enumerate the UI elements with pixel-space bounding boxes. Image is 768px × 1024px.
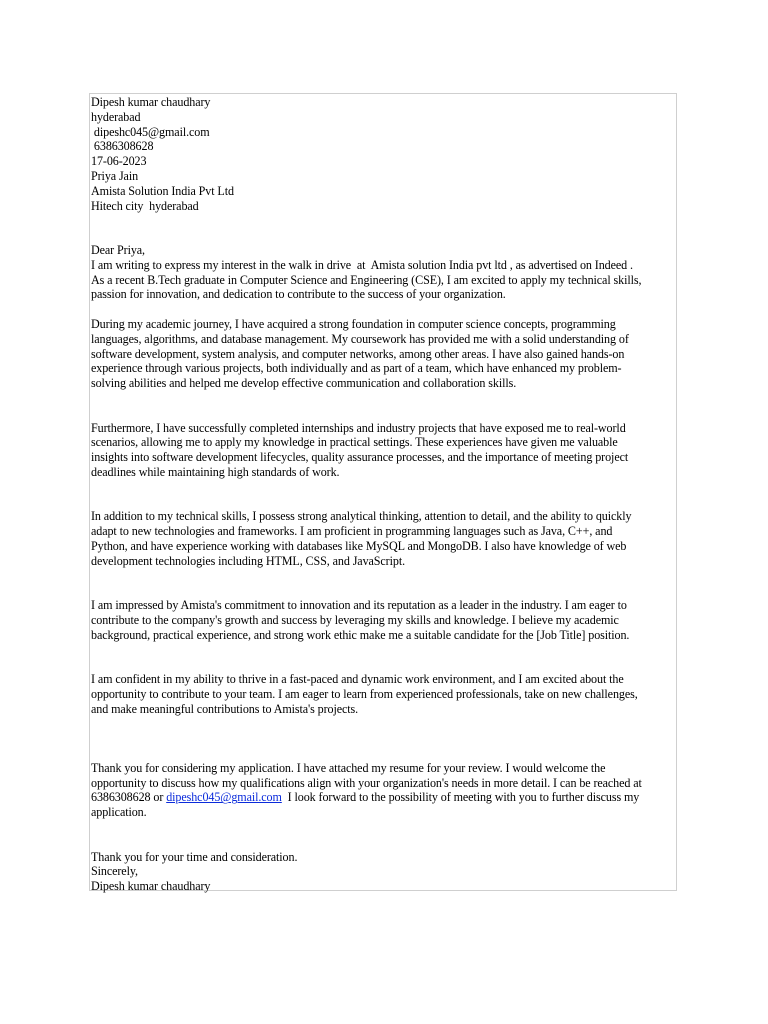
salutation: Dear Priya, <box>91 242 145 257</box>
paragraph-line: passion for innovation, and dedication to contribute to the success of your organization. <box>91 287 506 302</box>
paragraph-line: opportunity to contribute to your team. I am eager to learn from experienced professionals, take on new challenges, <box>91 686 638 701</box>
paragraph-line-with-link <box>91 790 676 805</box>
spacer <box>91 480 676 510</box>
closing-block <box>91 850 676 894</box>
spacer <box>91 302 676 317</box>
sign-off: Sincerely, <box>91 864 138 879</box>
spacer <box>91 569 676 599</box>
letter-date: 17-06-2023 <box>91 154 147 169</box>
paragraph-line: opportunity to discuss how my qualifications align with your organization's needs in more detail. I can be reached at <box>91 775 642 790</box>
paragraph-line: background, practical experience, and strong work ethic make me a suitable candidate for the [Job Title] position. <box>91 627 630 642</box>
recipient-company: Amista Solution India Pvt Ltd <box>91 183 234 198</box>
paragraph-line: scenarios, allowing me to apply my knowledge in practical settings. These experiences have given me valuable <box>91 435 618 450</box>
paragraph-line: During my academic journey, I have acquired a strong foundation in computer science concepts, programming <box>91 316 616 331</box>
paragraph-thanks <box>91 761 676 820</box>
paragraph-line: languages, algorithms, and database management. My coursework has provided me with a solid understanding of <box>91 331 629 346</box>
spacer <box>91 391 676 421</box>
paragraph-company <box>91 598 676 642</box>
paragraph-line: I am writing to express my interest in the walk in drive at Amista solution India pvt ltd , as advertised on Indeed . <box>91 257 633 272</box>
paragraph-line: Python, and have experience working with databases like MySQL and MongoDB. I also have knowledge of web <box>91 538 627 553</box>
recipient-block <box>91 169 676 213</box>
paragraph-skills <box>91 509 676 568</box>
closing-text: I look forward to the possibility of meeting with you to further discuss my <box>281 790 640 805</box>
paragraph-line: I am impressed by Amista's commitment to innovation and its reputation as a leader in the industry. I am eager to <box>91 598 627 613</box>
paragraph-line: solving abilities and helped me develop effective communication and collaboration skills. <box>91 376 517 391</box>
paragraph-line: and make meaningful contributions to Amista's projects. <box>91 701 359 716</box>
recipient-address: Hitech city hyderabad <box>91 198 199 213</box>
paragraph-line: contribute to the company's growth and success by leveraging my skills and knowledge. I believe my academic <box>91 612 619 627</box>
paragraph-line: software development, system analysis, and computer networks, among other areas. I have also gained hands-on <box>91 346 625 361</box>
sender-city: hyderabad <box>91 109 141 124</box>
paragraph-line: development technologies including HTML, CSS, and JavaScript. <box>91 553 406 568</box>
paragraph-line: In addition to my technical skills, I possess strong analytical thinking, attention to detail, and the ability to quickly <box>91 509 632 524</box>
phone-text: 6386308628 or <box>91 790 167 805</box>
spacer <box>91 820 676 850</box>
sender-phone: 6386308628 <box>91 139 154 154</box>
spacer <box>91 716 676 760</box>
paragraph-intro <box>91 258 676 302</box>
paragraph-line: As a recent B.Tech graduate in Computer Science and Engineering (CSE), I am excited to apply my technical skills, <box>91 272 642 287</box>
sender-email: dipeshc045@gmail.com <box>91 124 210 139</box>
paragraph-line: deadlines while maintaining high standards of work. <box>91 464 340 479</box>
closing-thanks: Thank you for your time and consideration. <box>91 849 298 864</box>
signature: Dipesh kumar chaudhary <box>91 879 211 894</box>
paragraph-line: adapt to new technologies and frameworks. I am proficient in programming languages such as Java, C++, and <box>91 524 613 539</box>
paragraph-academic <box>91 317 676 391</box>
sender-name: Dipesh kumar chaudhary <box>91 95 211 109</box>
sender-block <box>91 95 676 169</box>
paragraph-line: Thank you for considering my application. I have attached my resume for your review. I would welcome the <box>91 760 606 775</box>
email-link[interactable]: dipeshc045@gmail.com <box>166 790 282 805</box>
paragraph-confidence <box>91 672 676 716</box>
paragraph-line: application. <box>91 805 147 820</box>
paragraph-line: I am confident in my ability to thrive in a fast-paced and dynamic work environment, and I am excited about the <box>91 672 624 687</box>
spacer <box>91 642 676 672</box>
paragraph-internships <box>91 421 676 480</box>
paragraph-line: Furthermore, I have successfully completed internships and industry projects that have exposed me to real-world <box>91 420 626 435</box>
cover-letter <box>89 93 677 894</box>
spacer <box>91 213 676 243</box>
paragraph-line: insights into software development lifecycles, quality assurance processes, and the importance of meeting project <box>91 450 629 465</box>
recipient-name: Priya Jain <box>91 168 139 183</box>
paragraph-line: experience through various projects, both individually and as part of a team, which have enhanced my problem- <box>91 361 622 376</box>
